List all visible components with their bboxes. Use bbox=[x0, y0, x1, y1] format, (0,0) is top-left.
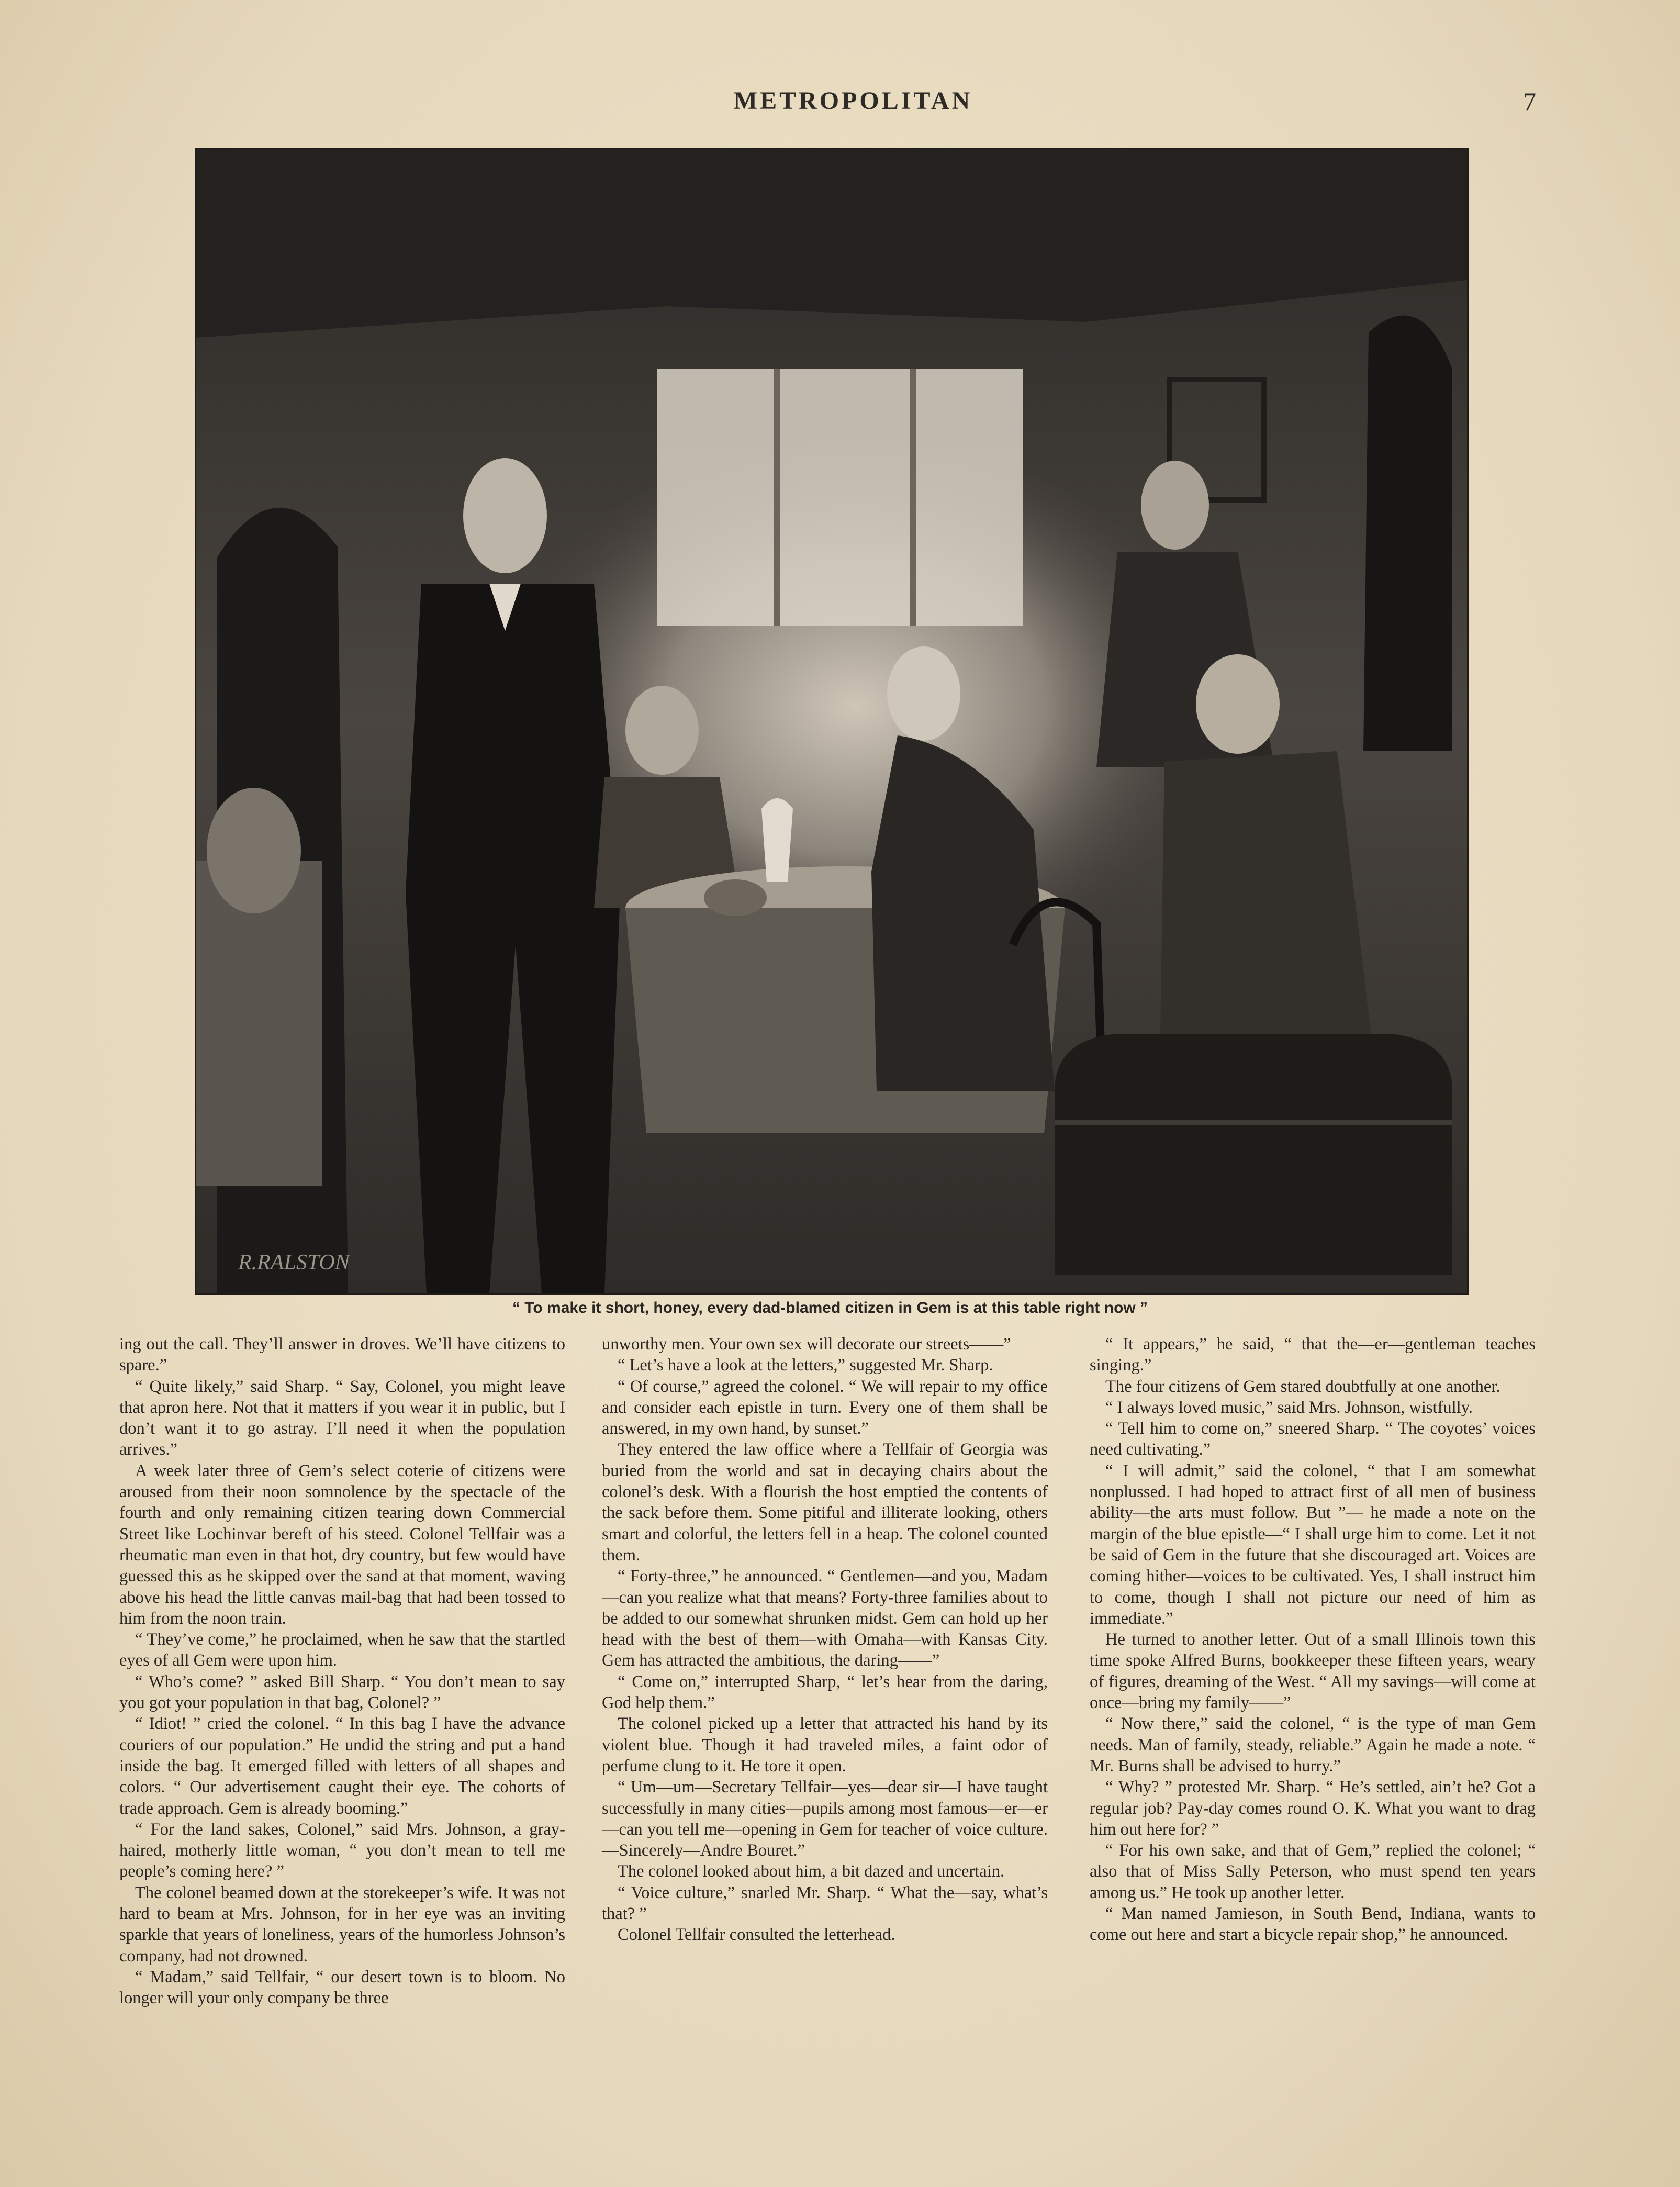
paragraph: “ Forty-three,” he announced. “ Gentlemen—and you, Madam—can you realize what that means? Forty-three families about to be added to our somewhat shrunken midst. Gem can hold up her head with the best of them—with Omaha—with Kansas City. Gem has attracted the ambitious, the daring——” bbox=[602, 1567, 1048, 1670]
paragraph: “ Who’s come? ” asked Bill Sharp. “ You don’t mean to say you got your population in that bag, Colonel? ” bbox=[119, 1672, 565, 1713]
paragraph: “ For his own sake, and that of Gem,” replied the colonel; “ also that of Miss Sally Peterson, who must spend ten years among us.” He took up another letter. bbox=[1090, 1841, 1536, 1902]
paragraph: “ Quite likely,” said Sharp. “ Say, Colonel, you might leave that apron here. Not that it matters if you wear it in public, but I don’t want it to go astray. I’ll need it when the population arrives.” bbox=[119, 1377, 565, 1459]
paragraph: The four citizens of Gem stared doubtfully at one another. bbox=[1105, 1377, 1500, 1396]
older-woman-head bbox=[1141, 461, 1209, 550]
paragraph: “ It appears,” he said, “ that the—er—gentleman teaches singing.” bbox=[1090, 1335, 1536, 1375]
paragraph: ing out the call. They’ll answer in droves. We’ll have citizens to spare.” bbox=[119, 1335, 565, 1375]
page-number: 7 bbox=[1523, 87, 1536, 116]
masthead: METROPOLITAN bbox=[733, 87, 973, 115]
teapot bbox=[704, 879, 767, 916]
colonel-head bbox=[463, 458, 547, 573]
paragraph: A week later three of Gem’s select coterie of citizens were aroused from their noon somnolence by the spectacle of the fourth and only remaining citizen tearing down Commercial Street like Lochinvar bereft of his steed. Colonel Tellfair was a rheumatic man even in that hot, dry country, but few would have guessed this as he skipped over the sand at that moment, waving above his head the little canvas mail-bag that had been tossed to him from the noon train. bbox=[119, 1461, 565, 1628]
paragraph: “ Why? ” protested Mr. Sharp. “ He’s settled, ain’t he? Got a regular job? Pay-day comes round O. K. What you want to drag him out here for? ” bbox=[1090, 1778, 1536, 1839]
vase bbox=[207, 788, 301, 913]
illustration-caption: “ To make it short, honey, every dad-blamed citizen in Gem is at this table right now ” bbox=[512, 1299, 1148, 1316]
paragraph: The colonel picked up a letter that attracted his hand by its violent blue. Though it had traveled miles, a faint odor of perfume clung to it. He tore it open. bbox=[602, 1714, 1048, 1776]
paragraph: They entered the law office where a Tellfair of Georgia was buried from the world and sat in decaying chairs about the colonel’s desk. With a flourish the host emptied the contents of the sack before them. Some pitiful and illiterate looking, others smart and colorful, the letters fell in a heap. The colonel counted them. bbox=[602, 1440, 1048, 1565]
seated-man-head bbox=[625, 686, 699, 775]
paragraph: “ Madam,” said Tellfair, “ our desert town is to bloom. No longer will your only company be three bbox=[119, 1967, 565, 2008]
paragraph: He turned to another letter. Out of a small Illinois town this time spoke Alfred Burns, bookkeeper these fifteen years, weary of figures, dreaming of the West. “ All my savings—will come at once—bring my family——” bbox=[1090, 1630, 1536, 1713]
paragraph: “ Of course,” agreed the colonel. “ We will repair to my office and consider each epistle in turn. Every one of them shall be answered, in my own hand, by sunset.” bbox=[602, 1377, 1048, 1438]
paragraph: “ They’ve come,” he proclaimed, when he saw that the startled eyes of all Gem were upon him. bbox=[119, 1630, 565, 1670]
window bbox=[657, 369, 1023, 626]
paragraph: “ Tell him to come on,” sneered Sharp. “ The coyotes’ voices need cultivating.” bbox=[1090, 1419, 1536, 1459]
paragraph: “ Voice culture,” snarled Mr. Sharp. “ What the—say, what’s that? ” bbox=[602, 1883, 1048, 1924]
text-column-1 bbox=[119, 1334, 565, 2009]
text-column-3 bbox=[1090, 1334, 1536, 1946]
paragraph: “ Come on,” interrupted Sharp, “ let’s hear from the daring, God help them.” bbox=[602, 1672, 1048, 1713]
woman-head bbox=[887, 646, 960, 741]
old-man-head bbox=[1196, 654, 1280, 754]
hanging-coat bbox=[1363, 316, 1452, 751]
trunk bbox=[1055, 1034, 1452, 1275]
text-column-2 bbox=[602, 1334, 1048, 1946]
paragraph: The colonel looked about him, a bit dazed and uncertain. bbox=[618, 1862, 1005, 1881]
illustration-drawing bbox=[196, 149, 1467, 1293]
artist-signature: R.RALSTON bbox=[238, 1251, 350, 1275]
paragraph: “ Idiot! ” cried the colonel. “ In this bag I have the advance couriers of our population.” He undid the string and put a hand inside the bag. It emerged filled with letters of all shapes and colors. “ Our advertisement caught their eye. The cohorts of trade approach. Gem is already booming.” bbox=[119, 1714, 565, 1818]
paragraph: “ For the land sakes, Colonel,” said Mrs. Johnson, a gray-haired, motherly little woman, “ you don’t mean to tell me people’s coming here? ” bbox=[119, 1820, 565, 1881]
oil-lamp bbox=[761, 798, 793, 882]
paragraph: Colonel Tellfair consulted the letterhead. bbox=[618, 1925, 895, 1945]
paragraph: “ I will admit,” said the colonel, “ that I am somewhat nonplussed. I had hoped to attract first of all men of business ability—the arts must follow. But ”— he made a note on the margin of the blue epistle—“ I shall urge him to come. Let it not be said of Gem in the future that she discouraged art. Voices are coming hither—voices to be cultivated. Yes, I shall instruct him to come, though I shall not picture our need of him as immediate.” bbox=[1090, 1461, 1536, 1628]
paragraph: “ Man named Jamieson, in South Bend, Indiana, wants to come out here and start a bicycle repair shop,” he announced. bbox=[1090, 1904, 1536, 1945]
paragraph: “ Um—um—Secretary Tellfair—yes—dear sir—I have taught successfully in many cities—pupils among most famous—er—er—can you tell me—opening in Gem for teacher of voice culture.—Sincerely—Andre Bouret.” bbox=[602, 1778, 1048, 1860]
illustration bbox=[195, 148, 1469, 1295]
paragraph: “ I always loved music,” said Mrs. Johnson, wistfully. bbox=[1105, 1398, 1473, 1417]
paragraph: unworthy men. Your own sex will decorate our streets——” bbox=[602, 1335, 1011, 1354]
paragraph: “ Let’s have a look at the letters,” suggested Mr. Sharp. bbox=[618, 1356, 993, 1375]
paragraph: The colonel beamed down at the storekeeper’s wife. It was not hard to beam at Mrs. Johnson, for in her eye was an inviting sparkle that years of loneliness, years of the humorless Johnson’s company, had not drowned. bbox=[119, 1883, 565, 1966]
paragraph: “ Now there,” said the colonel, “ is the type of man Gem needs. Man of family, steady, reliable.” Again he made a note. “ Mr. Burns shall be advised to hurry.” bbox=[1090, 1714, 1536, 1776]
